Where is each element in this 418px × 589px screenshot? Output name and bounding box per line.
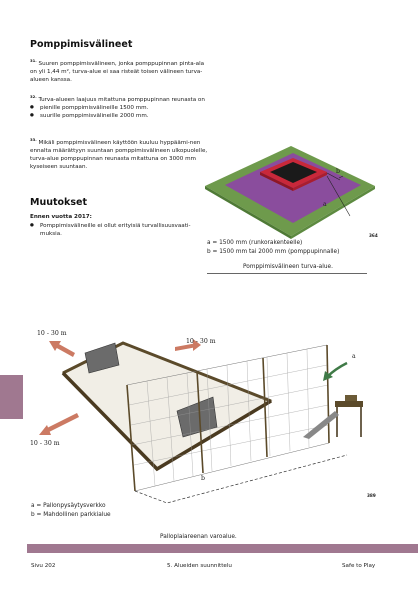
bullet-list (30, 104, 208, 120)
document-title: Safe to Play (342, 563, 376, 569)
ball-arena-illustration (27, 325, 387, 505)
figure-label-a: a (352, 353, 356, 360)
bullet-list (30, 222, 208, 238)
distance-label-top-right: 10 - 30 m (186, 338, 216, 345)
figure-caption: Palloplaiareenan varoalue. (160, 534, 237, 540)
paragraph-text: Turva-alueen laajuus mitattuna pomppupinnan reunasta on (38, 96, 205, 103)
section-subtitle: Ennen vuotta 2017: (30, 214, 92, 220)
distance-label-bottom-left: 10 - 30 m (30, 440, 60, 447)
playground-structure (303, 395, 363, 439)
legend-b: b = Mahdollinen parkkialue (31, 512, 111, 518)
legend-a: a = 1500 mm (runkorakenteelle) (207, 240, 303, 246)
figure-label-a: a (323, 201, 327, 208)
legend-a: a = Pallonpysäytysverkko (31, 503, 106, 509)
paragraph-number: 32. (30, 94, 37, 99)
caption-rule (207, 273, 367, 274)
paragraph-number: 31. (30, 58, 37, 63)
figure-number: 364 (369, 233, 378, 238)
footer-band (27, 544, 418, 553)
legend-b: b = 1500 mm tai 2000 mm (pomppupinnalle) (207, 249, 340, 255)
list-item: ● pienille pomppimisvälineille 1500 mm. (30, 104, 208, 112)
figure-label-b: b (201, 475, 205, 482)
figure-caption: Pomppimisvälineen turva-alue. (243, 264, 333, 270)
section-title-muutokset: Muutokset (30, 197, 88, 208)
list-item: ● suurille pomppimisvälineille 2000 mm. (30, 112, 208, 120)
trampoline-safety-illustration (203, 140, 383, 240)
list-item: ● Pomppimisvälineille ei ollut erityisiä turvallisuusvaati-muksia. (30, 222, 208, 238)
paragraph-text: Suuren pomppimisvälineen, jonka pomppupinnan pinta-ala on yli 1,44 m², turva-alue ei saa risteät toisen välineen turva-alueen kanssa. (30, 60, 205, 84)
chapter-tab (0, 375, 23, 419)
section-title-pomppimisvalineet: Pomppimisvälineet (30, 39, 133, 50)
chapter-title: 5. Alueiden suunnittelu (167, 563, 232, 569)
changes-list (30, 222, 208, 238)
page-number: Sivu 202 (31, 563, 56, 569)
paragraph-number: 33. (30, 137, 37, 142)
distance-label-top-left: 10 - 30 m (37, 330, 67, 337)
figure-label-b: b (336, 168, 340, 175)
paragraph-33 (30, 136, 208, 172)
paragraph-32 (30, 93, 208, 120)
paragraph-text: Mikäli pomppimisvälineen käyttöön kuuluu hyppäämi-nen ennalta määrättyyn suuntaan pomppimisvälineen ulkopuolelle, turva-alue pomppupinnan reunasta mitattuna on 3000 mm kyseiseen suuntaan. (30, 139, 208, 171)
figure-number: 389 (367, 493, 376, 498)
paragraph-31 (30, 57, 208, 84)
